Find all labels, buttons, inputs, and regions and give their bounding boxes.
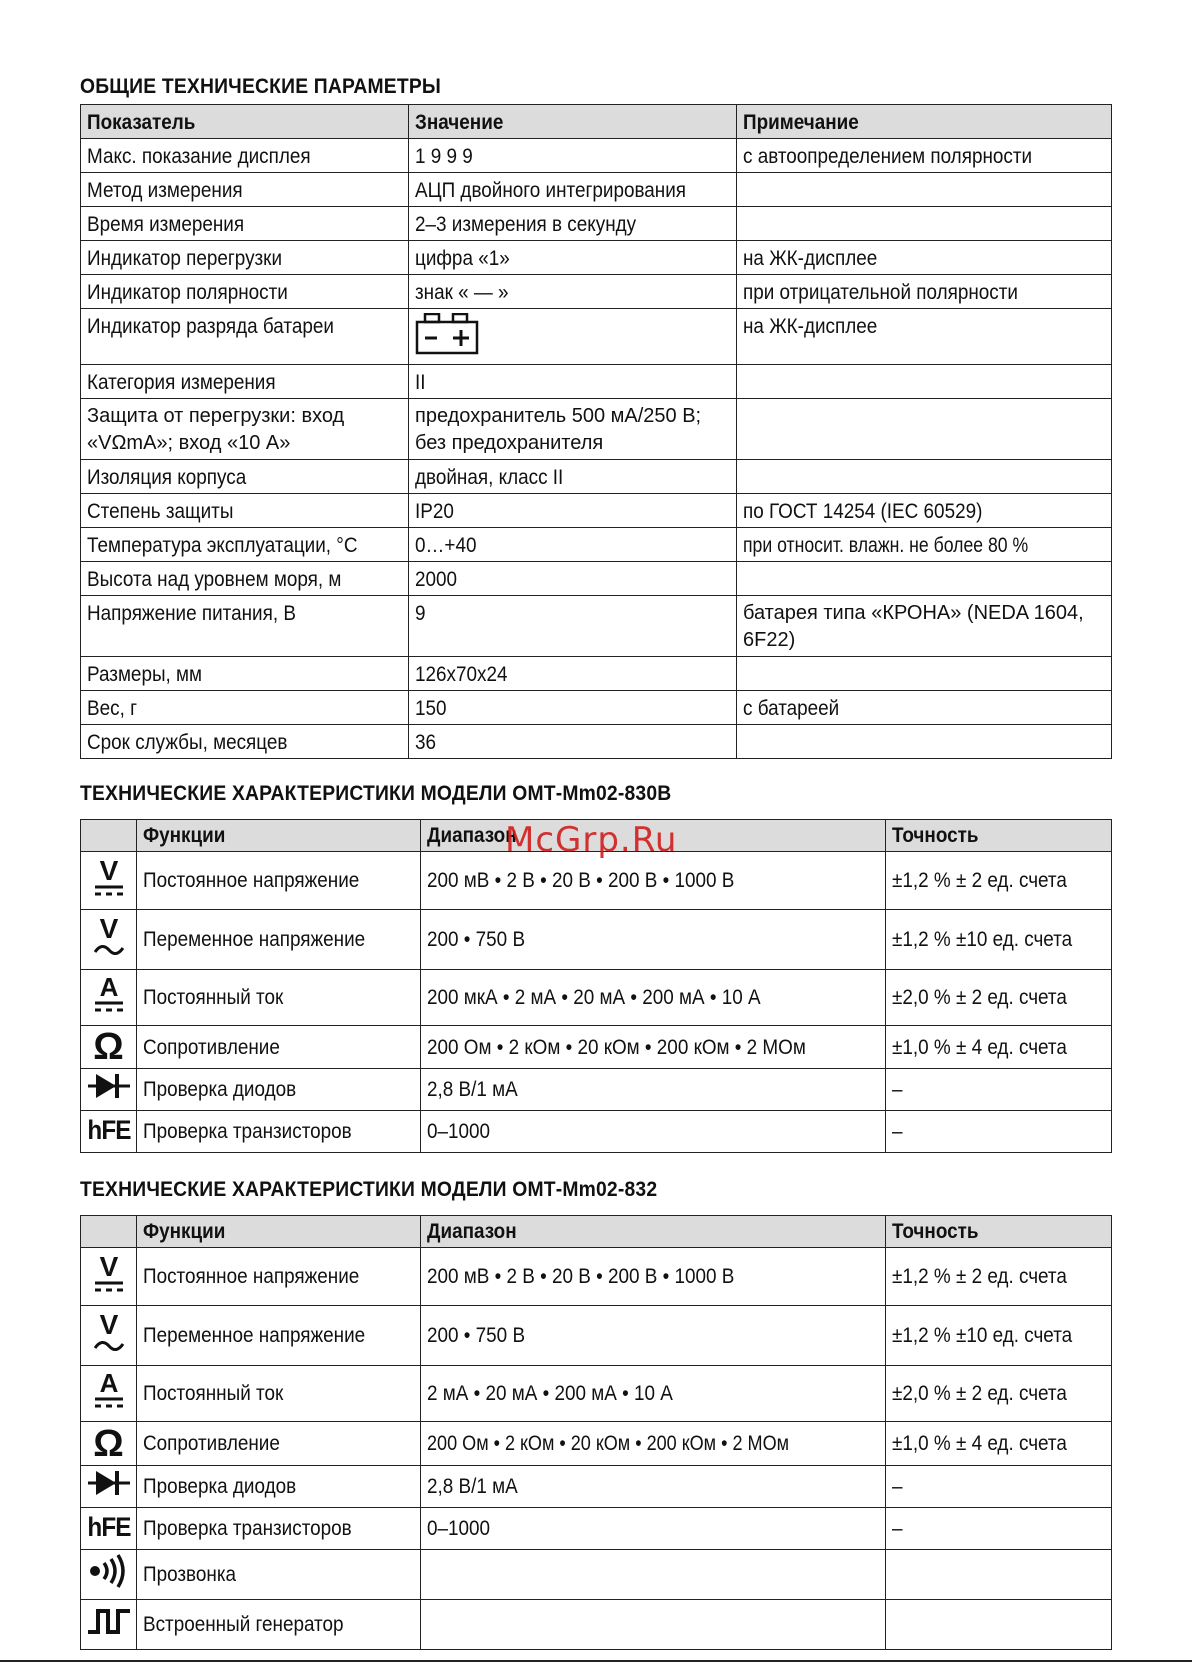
param-note: с батареей <box>743 697 840 720</box>
table-row <box>81 275 1112 309</box>
param-name: Индикатор перегрузки <box>87 247 283 270</box>
diode-icon <box>86 1071 132 1108</box>
param-value: IP20 <box>415 500 454 523</box>
param-note: при отрицательной полярности <box>743 281 1018 304</box>
svg-text:V: V <box>99 1309 118 1340</box>
param-name: Индикатор полярности <box>87 281 288 304</box>
table-row <box>81 460 1112 494</box>
param-note: по ГОСТ 14254 (IEC 60529) <box>743 500 983 523</box>
range-value: 200 мВ • 2 В • 20 В • 200 В • 1000 В <box>427 1265 735 1288</box>
range-value: 2,8 В/1 мА <box>427 1078 518 1101</box>
param-value: 1 9 9 9 <box>415 145 473 168</box>
resistance-icon: Ω <box>93 1422 124 1465</box>
param-value: АЦП двойного интегрирования <box>415 179 687 202</box>
table-row <box>81 309 1112 365</box>
svg-text:V: V <box>99 855 118 886</box>
model-830b-table <box>80 819 1112 1153</box>
table-row <box>81 139 1112 173</box>
param-note: батарея типа «КРОНА» (NEDA 1604, 6F22) <box>743 602 1084 651</box>
column-header: Точность <box>886 820 1112 852</box>
accuracy-value: ±1,2 % ±10 ед. счета <box>892 1324 1073 1347</box>
range-value: 200 • 750 В <box>427 928 526 951</box>
range-value: 200 Ом • 2 кОм • 20 кОм • 200 кОм • 2 МОм <box>427 1035 806 1059</box>
table-row <box>81 1600 1112 1650</box>
column-header: Показатель <box>81 105 409 139</box>
svg-text:V: V <box>99 913 118 944</box>
table-header-row <box>81 1216 1112 1248</box>
column-header: Примечание <box>737 105 1112 139</box>
param-name: Индикатор разряда батареи <box>87 315 334 338</box>
table-row <box>81 1026 1112 1069</box>
table-row <box>81 1111 1112 1153</box>
range-value: 200 мкА • 2 мА • 20 мА • 200 мА • 10 А <box>427 986 761 1009</box>
param-value: II <box>415 371 426 394</box>
ac-voltage-icon <box>89 912 129 967</box>
accuracy-value: ±1,2 % ± 2 ед. счета <box>892 869 1067 892</box>
accuracy-value: – <box>892 1475 903 1498</box>
svg-text:A: A <box>99 1368 118 1398</box>
battery-icon <box>415 313 479 362</box>
range-value: 200 Ом • 2 кОм • 20 кОм • 200 кОм • 2 МОм <box>427 1432 790 1455</box>
watermark: McGrp.Ru <box>505 820 678 860</box>
table-row <box>81 596 1112 657</box>
section-title-832: ТЕХНИЧЕСКИЕ ХАРАКТЕРИСТИКИ МОДЕЛИ ОМТ-Mm02-832 <box>80 1178 658 1201</box>
param-note: с автоопределением полярности <box>743 145 1033 168</box>
param-name: Макс. показание дисплея <box>87 145 311 168</box>
table-row <box>81 173 1112 207</box>
table-row <box>81 207 1112 241</box>
dc-current-icon <box>89 1368 129 1419</box>
resistance-icon: Ω <box>93 1026 124 1068</box>
table-row <box>81 528 1112 562</box>
accuracy-value: ±1,2 % ±10 ед. счета <box>892 928 1073 951</box>
document-page <box>80 70 1111 1650</box>
hfe-icon: hFE <box>86 1512 131 1542</box>
accuracy-value: – <box>892 1517 903 1540</box>
range-value: 2,8 В/1 мА <box>427 1475 518 1498</box>
param-name: Срок службы, месяцев <box>87 731 288 754</box>
param-value: двойная, класс II <box>415 466 564 489</box>
param-value: 36 <box>415 731 437 754</box>
page-bottom-rule <box>0 1660 1192 1662</box>
function-label: Сопротивление <box>143 1432 280 1455</box>
function-label: Постоянный ток <box>143 1382 284 1405</box>
section-title-general: ОБЩИЕ ТЕХНИЧЕСКИЕ ПАРАМЕТРЫ <box>80 75 442 98</box>
table-row <box>81 1508 1112 1550</box>
column-header: Функции <box>137 1216 421 1248</box>
column-header: Функции <box>137 820 421 852</box>
table-row <box>81 1422 1112 1466</box>
table-row <box>81 725 1112 759</box>
param-note: на ЖК-дисплее <box>743 315 878 338</box>
accuracy-value: ±1,2 % ± 2 ед. счета <box>892 1265 1067 1288</box>
table-row <box>81 1069 1112 1111</box>
range-value: 0–1000 <box>427 1517 491 1540</box>
column-header-icon <box>81 1216 137 1248</box>
section-title-830b: ТЕХНИЧЕСКИЕ ХАРАКТЕРИСТИКИ МОДЕЛИ ОМТ-Mm02-830B <box>80 782 672 805</box>
column-header: Диапазон <box>421 820 886 852</box>
function-label: Постоянное напряжение <box>143 869 360 892</box>
function-label: Сопротивление <box>143 1035 280 1059</box>
function-label: Переменное напряжение <box>143 1324 366 1347</box>
param-value: предохранитель 500 мА/250 В; без предохранителя <box>415 405 702 454</box>
table-row <box>81 399 1112 460</box>
function-label: Постоянный ток <box>143 986 284 1009</box>
svg-text:V: V <box>99 1251 118 1282</box>
param-name: Температура эксплуатации, °С <box>87 534 358 557</box>
accuracy-value: ±1,0 % ± 4 ед. счета <box>892 1035 1067 1059</box>
function-label: Проверка диодов <box>143 1475 297 1498</box>
param-name: Степень защиты <box>87 500 234 523</box>
param-value: цифра «1» <box>415 247 510 270</box>
param-value: 0…+40 <box>415 534 477 557</box>
function-label: Постоянное напряжение <box>143 1265 360 1288</box>
param-value: 150 <box>415 697 447 720</box>
dc-current-icon <box>89 972 129 1023</box>
table-row <box>81 1466 1112 1508</box>
param-name: Напряжение питания, В <box>87 602 296 625</box>
param-value: 126х70х24 <box>415 663 508 686</box>
svg-text:A: A <box>99 972 118 1002</box>
param-note: на ЖК-дисплее <box>743 247 878 270</box>
param-name: Метод измерения <box>87 179 243 202</box>
model-832-table <box>80 1215 1112 1650</box>
table-row <box>81 241 1112 275</box>
accuracy-value: – <box>892 1120 903 1143</box>
param-name: Размеры, мм <box>87 663 203 686</box>
range-value: 2 мА • 20 мА • 200 мА • 10 А <box>427 1382 673 1405</box>
table-row <box>81 970 1112 1026</box>
function-label: Переменное напряжение <box>143 928 366 951</box>
table-header-row <box>81 105 1112 139</box>
table-row <box>81 1306 1112 1366</box>
continuity-icon <box>87 1554 131 1595</box>
param-name: Вес, г <box>87 697 137 720</box>
column-header-icon <box>81 820 137 852</box>
function-label: Встроенный генератор <box>143 1613 344 1636</box>
param-value: 2000 <box>415 568 458 591</box>
param-name: Время измерения <box>87 213 245 236</box>
generator-icon <box>86 1607 132 1642</box>
dc-voltage-icon <box>89 854 129 907</box>
param-name: Категория измерения <box>87 371 276 394</box>
table-row <box>81 365 1112 399</box>
table-row <box>81 494 1112 528</box>
ac-voltage-icon <box>89 1308 129 1363</box>
param-value: 9 <box>415 602 426 625</box>
param-name: Высота над уровнем моря, м <box>87 568 342 591</box>
general-params-table <box>80 104 1112 759</box>
param-note: при относит. влажн. не более 80 % <box>743 534 1029 557</box>
function-label: Проверка диодов <box>143 1078 297 1101</box>
table-row <box>81 657 1112 691</box>
param-value: знак « — » <box>415 281 509 304</box>
table-row <box>81 691 1112 725</box>
diode-icon <box>86 1468 132 1505</box>
hfe-icon: hFE <box>86 1115 131 1145</box>
table-header-row <box>81 820 1112 852</box>
table-row <box>81 852 1112 910</box>
dc-voltage-icon <box>89 1250 129 1303</box>
table-row <box>81 1550 1112 1600</box>
accuracy-value: ±1,0 % ± 4 ед. счета <box>892 1432 1067 1455</box>
param-value: 2–3 измерения в секунду <box>415 213 637 236</box>
function-label: Проверка транзисторов <box>143 1517 352 1540</box>
range-value: 200 • 750 В <box>427 1324 526 1347</box>
range-value: 200 мВ • 2 В • 20 В • 200 В • 1000 В <box>427 869 735 892</box>
table-row <box>81 910 1112 970</box>
table-row <box>81 1366 1112 1422</box>
function-label: Прозвонка <box>143 1563 237 1586</box>
accuracy-value: ±2,0 % ± 2 ед. счета <box>892 1382 1067 1405</box>
param-name: Защита от перегрузки: вход «VΩmA»; вход «10 А» <box>87 405 345 454</box>
column-header: Точность <box>886 1216 1112 1248</box>
range-value: 0–1000 <box>427 1120 491 1143</box>
param-name: Изоляция корпуса <box>87 466 247 489</box>
table-row <box>81 562 1112 596</box>
table-row <box>81 1248 1112 1306</box>
accuracy-value: ±2,0 % ± 2 ед. счета <box>892 986 1067 1009</box>
column-header: Значение <box>409 105 737 139</box>
column-header: Диапазон <box>421 1216 886 1248</box>
function-label: Проверка транзисторов <box>143 1120 352 1143</box>
accuracy-value: – <box>892 1078 903 1101</box>
